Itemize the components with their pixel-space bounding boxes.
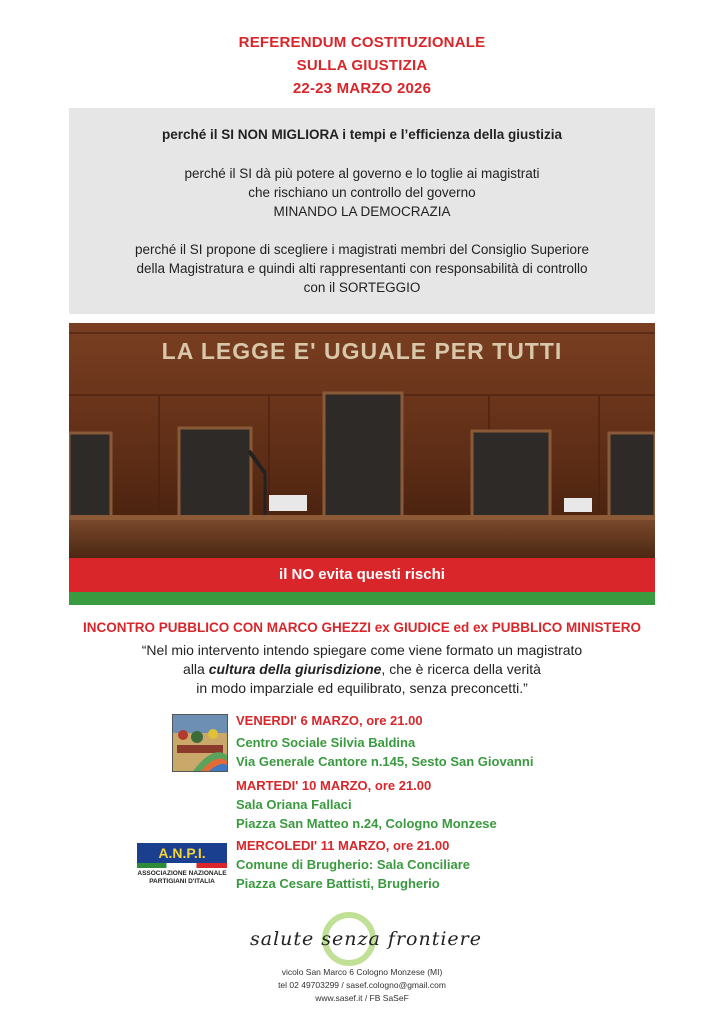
event-3-date: MERCOLEDI' 11 MARZO, ore 21.00 xyxy=(236,838,450,853)
banner-green-stripe xyxy=(69,592,655,605)
referendum-title: REFERENDUM COSTITUZIONALE xyxy=(238,34,486,51)
reason-3-line1: perché il SI propone di scegliere i magistrati membri del Consiglio Superiore xyxy=(135,242,589,257)
quote-line-2-start: alla xyxy=(183,661,209,677)
anpi-name-line1: ASSOCIAZIONE NAZIONALE xyxy=(137,870,227,877)
reason-2-line2: che rischiano un controllo del governo xyxy=(248,185,476,200)
quote-line-3: in modo imparziale ed equilibrato, senza preconcetti.” xyxy=(196,680,528,696)
quote-line-2-end: , che è ricerca della verità xyxy=(381,661,541,677)
quote-line-1: “Nel mio intervento intendo spiegare come viene formato un magistrato xyxy=(141,642,583,658)
quote-line-2 xyxy=(0,660,724,679)
footer-address: vicolo San Marco 6 Cologno Monzese (MI) xyxy=(281,967,443,977)
event-2-address: Piazza San Matteo n.24, Cologno Monzese xyxy=(236,816,497,831)
anpi-name-line2: PARTIGIANI D'ITALIA xyxy=(149,878,215,885)
reason-3-line2: della Magistratura e quindi alti rappresentanti con responsabilità di controllo xyxy=(136,261,588,276)
event-3-venue: Comune di Brugherio: Sala Conciliare xyxy=(236,857,471,872)
anpi-acronym: A.N.P.I. xyxy=(158,845,206,861)
reason-2-line1: perché il SI dà più potere al governo e lo toglie ai magistrati xyxy=(184,166,540,181)
event-2-venue: Sala Oriana Fallaci xyxy=(236,797,352,812)
event-3-address: Piazza Cesare Battisti, Brugherio xyxy=(236,876,440,891)
meeting-title: INCONTRO PUBBLICO CON MARCO GHEZZI ex GIUDICE ed ex PUBBLICO MINISTERO xyxy=(82,620,642,635)
reason-3-line3: con il SORTEGGIO xyxy=(303,280,421,295)
banner-slogan: il NO evita questi rischi xyxy=(279,566,445,583)
reason-2-line3: MINANDO LA DEMOCRAZIA xyxy=(273,204,451,219)
courtroom-photo xyxy=(69,323,655,560)
referendum-subtitle: SULLA GIUSTIZIA xyxy=(296,57,428,74)
anpi-tricolor xyxy=(137,863,227,868)
reasons-box xyxy=(69,108,655,314)
wall-inscription: LA LEGGE E' UGUALE PER TUTTI xyxy=(161,338,563,364)
anpi-flag-bar xyxy=(137,843,227,863)
event-2 xyxy=(236,776,497,833)
centro-sociale-logo xyxy=(172,714,228,772)
event-1-address: Via Generale Cantore n.145, Sesto San Giovanni xyxy=(236,754,534,769)
event-1-date: VENERDI' 6 MARZO, ore 21.00 xyxy=(236,713,423,728)
footer-contacts: tel 02 49703299 / sasef.cologno@gmail.com xyxy=(278,980,446,990)
event-2-date: MARTEDI' 10 MARZO, ore 21.00 xyxy=(236,778,432,793)
reason-1: perché il SI NON MIGLIORA i tempi e l’efficienza della giustizia xyxy=(161,127,563,142)
event-3 xyxy=(236,836,470,893)
anpi-logo xyxy=(137,843,227,883)
quote-emphasis: cultura della giurisdizione xyxy=(208,661,382,677)
event-1 xyxy=(236,711,533,771)
event-1-venue: Centro Sociale Silvia Baldina xyxy=(236,735,416,750)
speaker-quote xyxy=(0,641,724,698)
footer-web: www.sasef.it / FB SaSeF xyxy=(315,993,409,1003)
sasef-logo-text: salute senza frontiere xyxy=(250,928,482,950)
referendum-dates: 22-23 MARZO 2026 xyxy=(292,80,432,97)
